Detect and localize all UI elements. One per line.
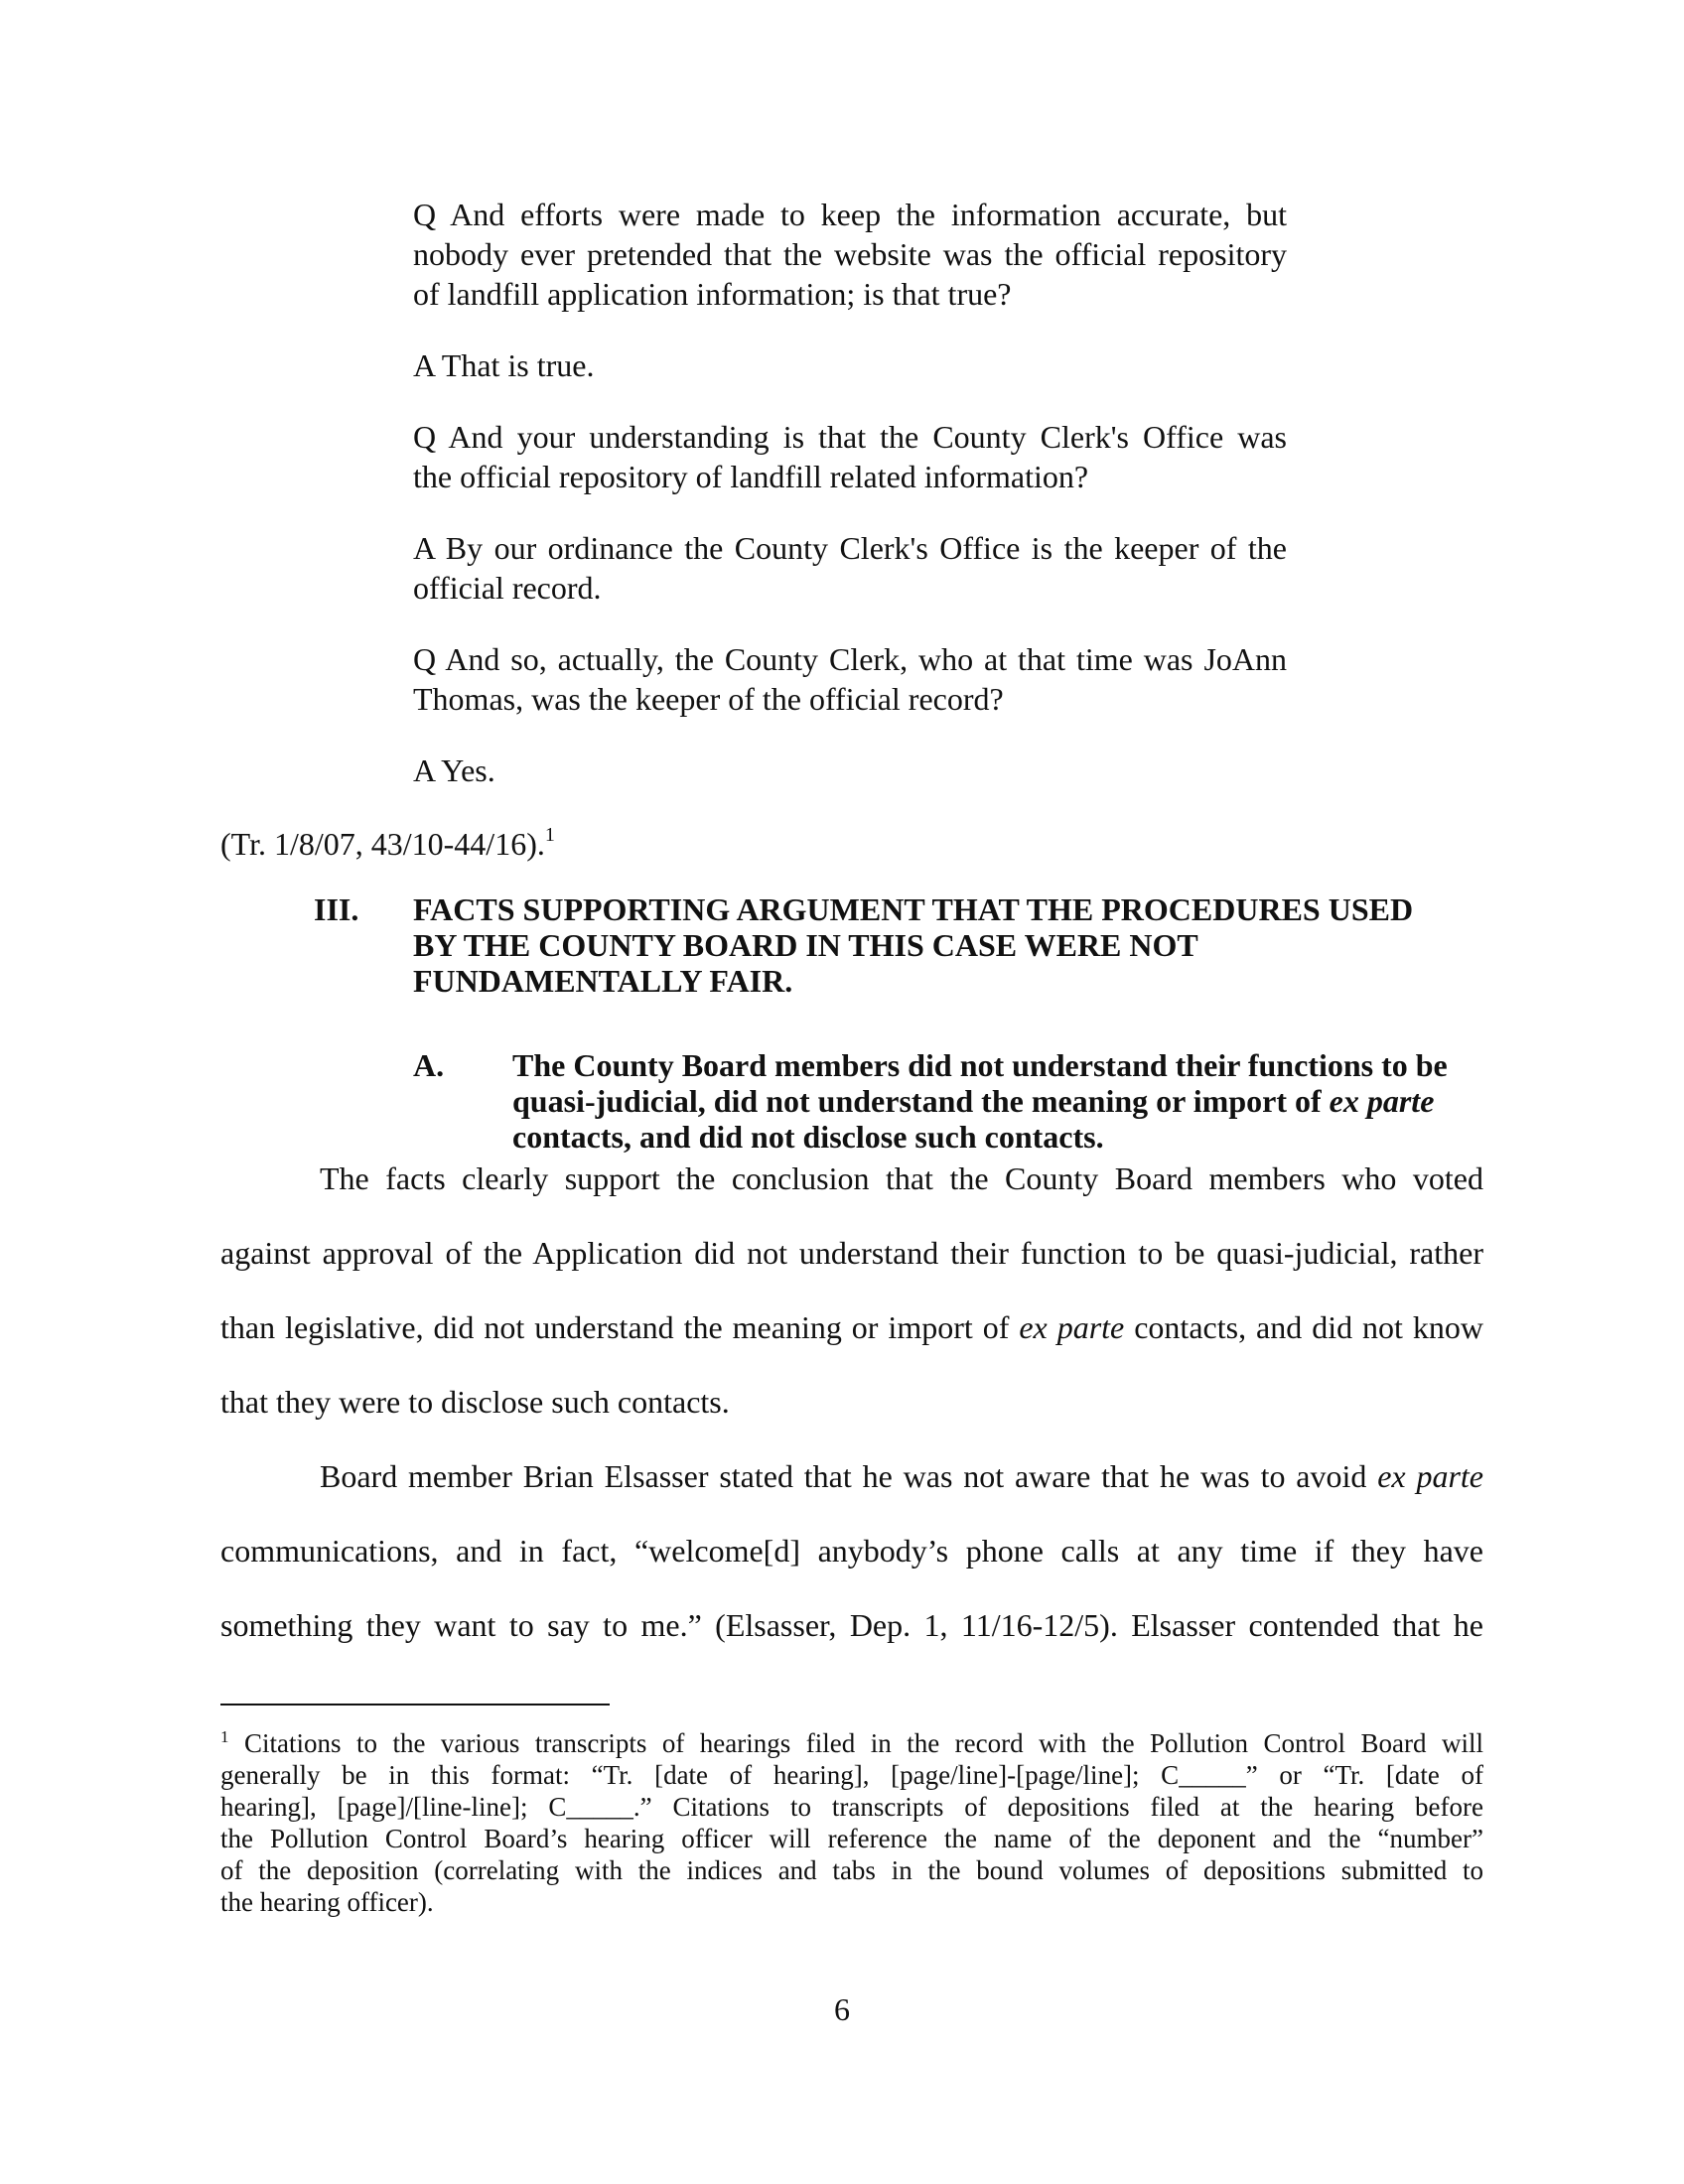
footnote-line: of the deposition (correlating with the indices and tabs in the bound volumes of depositions submitted to (220, 1855, 1483, 1885)
qa-line: Thomas, was the keeper of the official record? (413, 681, 1004, 717)
qa-line: Q And your understanding is that the County Clerk's Office was (413, 419, 1287, 455)
qa-line: official record. (413, 570, 602, 606)
body-line (220, 1291, 1483, 1365)
qa-line: A By our ordinance the County Clerk's Office is the keeper of the (413, 530, 1287, 566)
subsection-title-line (512, 1083, 1456, 1119)
qa-answer-2-end (413, 568, 1287, 608)
qa-question-1 (413, 195, 1287, 274)
body-line: that they were to disclose such contacts. (220, 1384, 730, 1420)
body-line (220, 1439, 1483, 1514)
qa-line: A Yes. (413, 752, 495, 788)
italic-term: ex parte (1377, 1458, 1483, 1494)
qa-line: Q And so, actually, the County Clerk, who at that time was JoAnn (413, 641, 1287, 677)
transcript-citation (220, 824, 555, 864)
section-number: III. (314, 891, 359, 927)
qa-answer-2 (413, 528, 1287, 568)
qa-line: Q And efforts were made to keep the information accurate, but (413, 197, 1287, 232)
subsection-number: A. (413, 1047, 445, 1083)
italic-term: ex parte (1329, 1083, 1435, 1119)
qa-line: the official repository of landfill related information? (413, 459, 1089, 494)
text-run: Board member Brian Elsasser stated that he was not aware that he was to avoid (320, 1458, 1378, 1494)
page-number: 6 (834, 1991, 850, 2027)
subsection-title-line: contacts, and did not disclose such contacts. (512, 1119, 1104, 1155)
footnote-marker: 1 (220, 1727, 229, 1746)
text-run: quasi-judicial, did not understand the meaning or import of (512, 1083, 1330, 1119)
section-title-line: BY THE COUNTY BOARD IN THIS CASE WERE NOT (413, 927, 1198, 963)
italic-term: ex parte (1019, 1309, 1125, 1345)
qa-question-2-end (413, 457, 1287, 496)
citation-text: (Tr. 1/8/07, 43/10-44/16). (220, 826, 545, 862)
section-title (413, 891, 1456, 999)
text-run: than legislative, did not understand the meaning or import of (220, 1309, 1020, 1345)
body-paragraph-1 (220, 1142, 1483, 1439)
footnote-separator (220, 1704, 610, 1706)
section-title-line: FUNDAMENTALLY FAIR. (413, 963, 793, 999)
section-title-line: FACTS SUPPORTING ARGUMENT THAT THE PROCEDURES USED (413, 891, 1414, 927)
subsection-title-line: The County Board members did not understand their functions to be (512, 1047, 1448, 1083)
body-line: something they want to say to me.” (Elsasser, Dep. 1, 11/16-12/5). Elsasser contended that he (220, 1607, 1483, 1643)
footnote-ref: 1 (544, 824, 555, 846)
qa-question-3-end (413, 679, 1287, 719)
footnote-line: the Pollution Control Board’s hearing officer will reference the name of the deponent and the “number” (220, 1824, 1483, 1853)
qa-answer-3 (413, 751, 1287, 790)
footnote-line: the hearing officer). (220, 1887, 434, 1917)
qa-question-1-end (413, 274, 1287, 314)
footnote-line: generally be in this format: “Tr. [date of hearing], [page/line]-[page/line]; C_____” or “Tr. [date of (220, 1760, 1483, 1790)
body-line: against approval of the Application did not understand their function to be quasi-judicial, rather (220, 1235, 1483, 1271)
qa-line: of landfill application information; is that true? (413, 276, 1012, 312)
text-run: Citations to the various transcripts of hearings filed in the record with the Pollution Control Board will (228, 1728, 1483, 1758)
qa-line: nobody ever pretended that the website was the official repository (413, 236, 1287, 272)
footnote (220, 1727, 1483, 1918)
body-paragraph-2 (220, 1439, 1483, 1663)
footnote-line (220, 1727, 1483, 1759)
subsection-title (512, 1047, 1456, 1155)
qa-answer-1 (413, 345, 1287, 385)
body-line: communications, and in fact, “welcome[d] anybody’s phone calls at any time if they have (220, 1533, 1483, 1569)
text-run: contacts, and did not know (1124, 1309, 1484, 1345)
qa-line: A That is true. (413, 347, 595, 383)
qa-question-3 (413, 639, 1287, 679)
qa-question-2 (413, 417, 1287, 457)
body-line: The facts clearly support the conclusion that the County Board members who voted (320, 1160, 1483, 1196)
footnote-line: hearing], [page]/[line-line]; C_____.” Citations to transcripts of depositions filed at the hearing before (220, 1792, 1483, 1822)
